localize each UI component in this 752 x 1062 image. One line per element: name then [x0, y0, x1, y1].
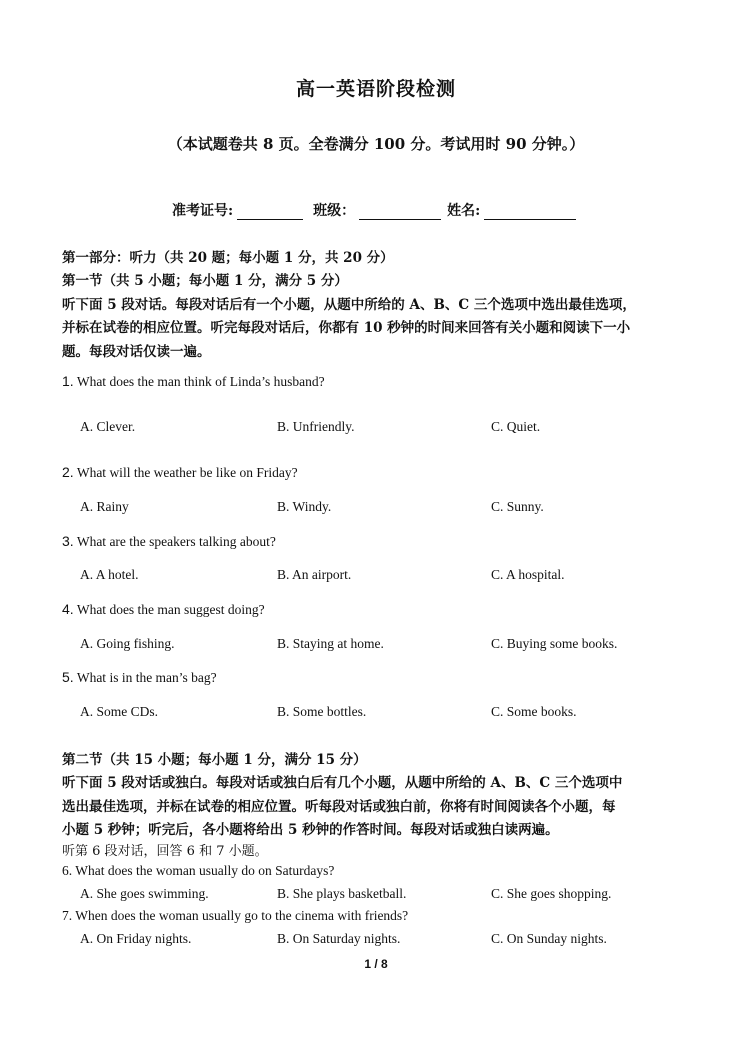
- id-label: 准考证号:: [172, 203, 234, 219]
- section1-instruction-line: 并标在试卷的相应位置。听完每段对话后，你都有 10 秒钟的时间来回答有关小题和阅读下一小: [62, 320, 631, 336]
- option-c: C. Buying some books.: [491, 636, 618, 651]
- option-a: A. A hotel.: [80, 567, 139, 582]
- option-c: C. On Sunday nights.: [491, 931, 607, 946]
- question-4: 4. What does the man suggest doing?: [62, 601, 265, 617]
- option-c: C. Quiet.: [491, 419, 541, 434]
- section2-instruction-line: 听下面 5 段对话或独白。每段对话或独白后有几个小题，从题中所给的 A、B、C 三个选项中: [62, 775, 623, 791]
- option-a: A. Clever.: [80, 419, 136, 434]
- name-label: 姓名:: [447, 203, 481, 219]
- section2-instruction-line: 小题 5 秒钟；听完后，各小题将给出 5 秒钟的作答时间。每段对话或独白读两遍。: [62, 822, 559, 838]
- section2-note: 听第 6 段对话，回答 6 和 7 小题。: [62, 844, 268, 859]
- class-label: 班级：: [313, 203, 356, 219]
- option-a: A. Some CDs.: [80, 704, 159, 719]
- class-blank[interactable]: [359, 205, 441, 220]
- option-a: A. She goes swimming.: [80, 886, 209, 901]
- student-info-line: [172, 200, 582, 220]
- question-2: 2. What will the weather be like on Friday?: [62, 464, 298, 480]
- section2-heading: 第二节（共 15 小题；每小题 1 分，满分 15 分）: [62, 752, 367, 768]
- section2-instruction-line: 选出最佳选项，并标在试卷的相应位置。听每段对话或独白前，你将有时间阅读各个小题，每: [62, 799, 616, 815]
- option-b: B. She plays basketball.: [277, 886, 407, 901]
- option-a: A. Rainy: [80, 499, 129, 514]
- option-a: A. On Friday nights.: [80, 931, 192, 946]
- option-a: A. Going fishing.: [80, 636, 175, 651]
- part1-heading: 第一部分：听力（共 20 题；每小题 1 分，共 20 分）: [62, 250, 394, 266]
- exam-subtitle: （本试题卷共 8 页。全卷满分 100 分。考试用时 90 分钟。）: [167, 135, 585, 153]
- question-6: 6. What does the woman usually do on Saturdays?: [62, 863, 335, 878]
- question-5: 5. What is in the man’s bag?: [62, 669, 217, 685]
- option-c: C. A hospital.: [491, 567, 565, 582]
- option-b: B. Staying at home.: [277, 636, 384, 651]
- option-c: C. She goes shopping.: [491, 886, 612, 901]
- option-b: B. On Saturday nights.: [277, 931, 401, 946]
- id-blank[interactable]: [237, 205, 303, 220]
- question-1: 1. What does the man think of Linda’s husband?: [62, 373, 325, 389]
- section1-heading: 第一节（共 5 小题；每小题 1 分，满分 5 分）: [62, 273, 348, 289]
- page-title: 高一英语阶段检测: [295, 78, 456, 100]
- option-b: B. Some bottles.: [277, 704, 367, 719]
- option-b: B. Unfriendly.: [277, 419, 355, 434]
- question-3: 3. What are the speakers talking about?: [62, 533, 276, 549]
- section1-instruction-line: 题。每段对话仅读一遍。: [62, 344, 211, 360]
- section1-instruction-line: 听下面 5 段对话。每段对话后有一个小题，从题中所给的 A、B、C 三个选项中选出最佳选项，: [62, 297, 636, 313]
- question-7: 7. When does the woman usually go to the cinema with friends?: [62, 908, 409, 923]
- option-c: C. Sunny.: [491, 499, 544, 514]
- option-c: C. Some books.: [491, 704, 577, 719]
- option-b: B. An airport.: [277, 567, 352, 582]
- option-b: B. Windy.: [277, 499, 332, 514]
- name-blank[interactable]: [484, 205, 576, 220]
- page-number: 1 / 8: [364, 957, 388, 971]
